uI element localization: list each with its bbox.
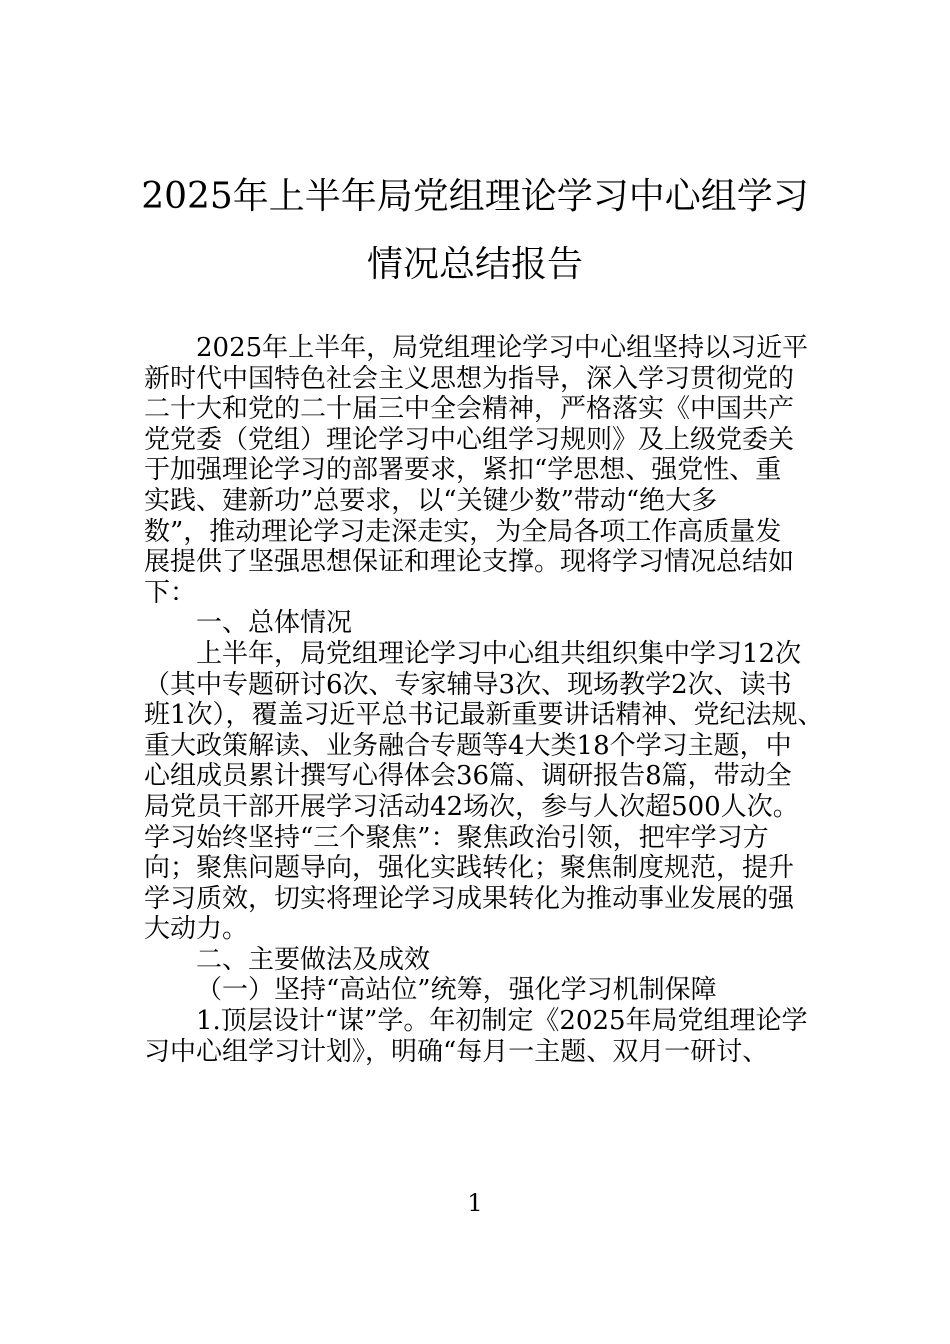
body-line: 向；聚焦问题导向，强化实践转化；聚焦制度规范，提升 [144,853,795,884]
body-line: 重大政策解读、业务融合专题等4大类18个学习主题，中 [144,730,792,761]
body-line: 学习始终坚持“三个聚焦”：聚焦政治引领，把牢学习方 [144,822,769,853]
page-number: 1 [467,1189,483,1217]
section-heading: 二、主要做法及成效 [196,944,431,975]
body-line: 班1次），覆盖习近平总书记最新重要讲话精神、党纪法规、 [144,700,824,731]
body-line: 1.顶层设计“谋”学。年初制定《2025年局党组理论学 [196,1006,808,1037]
body-line: 学习质效，切实将理论学习成果转化为推动事业发展的强 [144,883,795,914]
body-line: 2025年上半年，局党组理论学习中心组坚持以习近平 [196,333,809,363]
body-line: 局党员干部开展学习活动42场次，参与人次超500人次。 [144,791,799,822]
body-line: 展提供了坚强思想保证和理论支撑。现将学习情况总结如 [144,547,795,578]
body-line: 习中心组学习计划》，明确“每月一主题、双月一研讨、 [144,1036,769,1067]
body-line: （其中专题研讨6次、专家辅导3次、现场教学2次、读书 [144,669,792,700]
document-body [144,333,824,1067]
body-line: 二十大和党的二十届三中全会精神，严格落实《中国共产 [144,394,795,425]
body-line: 数”，推动理论学习走深走实，为全局各项工作高质量发 [144,516,782,547]
document-title-line-1: 2025年上半年局党组理论学习中心组学习 [141,176,809,217]
body-line: 下： [144,577,197,608]
body-line: 心组成员累计撰写心得体会36篇、调研报告8篇，带动全 [144,761,792,792]
body-line: 大动力。 [144,914,249,945]
section-heading: 一、总体情况 [196,608,353,639]
document-title-line-2: 情况总结报告 [366,244,583,285]
body-line: 实践、建新功”总要求，以“关键少数”带动“绝大多 [144,485,718,516]
subsection-heading: （一）坚持“高站位”统筹，强化学习机制保障 [196,975,717,1006]
body-line: 于加强理论学习的部署要求，紧扣“学思想、强党性、重 [144,455,782,486]
body-line: 新时代中国特色社会主义思想为指导，深入学习贯彻党的 [144,363,795,394]
body-line: 党党委（党组）理论学习中心组学习规则》及上级党委关 [144,424,795,455]
body-line: 上半年，局党组理论学习中心组共组织集中学习12次 [196,638,802,669]
